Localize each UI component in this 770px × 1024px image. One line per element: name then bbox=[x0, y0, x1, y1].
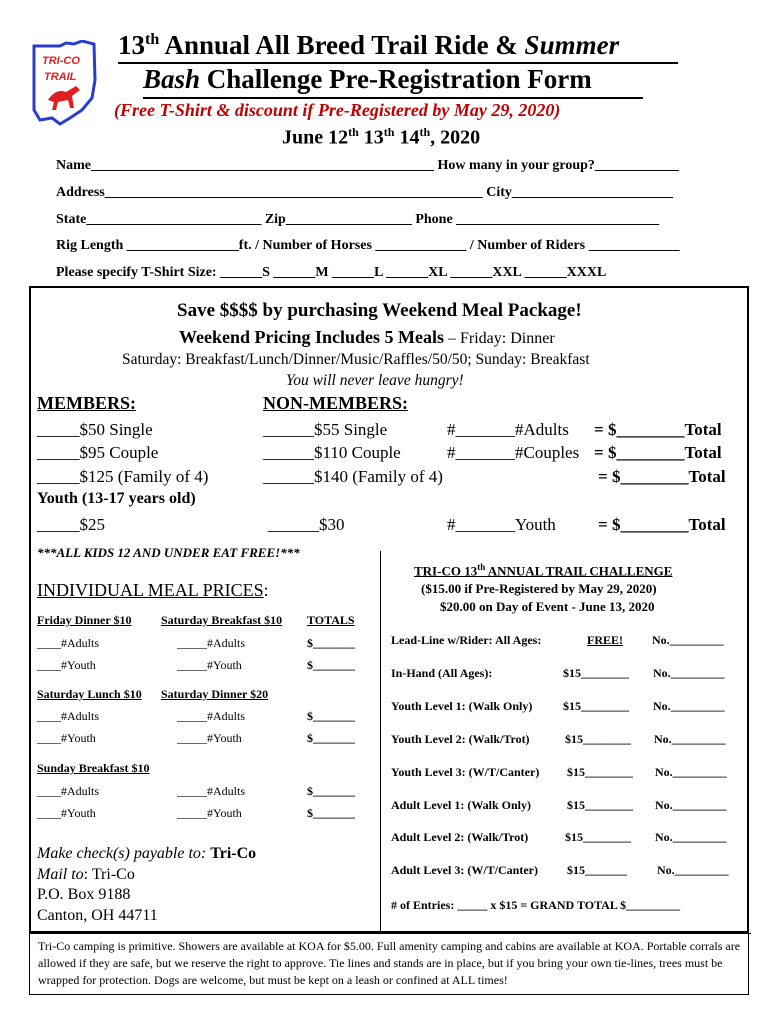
sunday-breakfast-label: Sunday Breakfast $10 bbox=[37, 761, 150, 775]
address-field[interactable]: Address______________________________________________________ City_______________________ bbox=[56, 185, 673, 200]
total-row-1[interactable]: = $________Total bbox=[594, 420, 722, 439]
nonmembers-heading: NON-MEMBERS: bbox=[263, 393, 408, 413]
grand-total[interactable]: # of Entries: _____ x $15 = GRAND TOTAL $_________ bbox=[391, 898, 681, 912]
total-sun-adults[interactable]: $_______ bbox=[307, 784, 355, 798]
totals-label: TOTALS bbox=[307, 613, 355, 627]
members-heading: MEMBERS: bbox=[37, 393, 136, 413]
member-youth[interactable]: _____$25 bbox=[37, 515, 105, 534]
total-sat-adults[interactable]: $_______ bbox=[307, 709, 355, 723]
mail-to: Mail to: Tri-Co bbox=[37, 866, 135, 883]
nonmember-single[interactable]: ______$55 Single bbox=[263, 420, 388, 439]
total-row-4[interactable]: = $________Total bbox=[598, 515, 726, 534]
friday-dinner-label: Friday Dinner $10 bbox=[37, 613, 132, 627]
rig-length-field[interactable]: Rig Length ________________ft. / Number of Horses _____________ / Number of Riders _____________ bbox=[56, 238, 680, 253]
logo-line1: TRI-CO bbox=[42, 55, 80, 67]
challenge-class-price[interactable]: $15_______ bbox=[567, 863, 627, 877]
po-box: P.O. Box 9188 bbox=[37, 886, 131, 903]
total-fri-adults[interactable]: $_______ bbox=[307, 636, 355, 650]
member-family[interactable]: _____$125 (Family of 4) bbox=[37, 467, 209, 486]
satl-youth[interactable]: ____#Youth bbox=[37, 731, 96, 745]
challenge-class-number[interactable]: No._________ bbox=[655, 798, 727, 812]
member-couple[interactable]: _____$95 Couple bbox=[37, 443, 159, 462]
challenge-day-price: $20.00 on Day of Event - June 13, 2020 bbox=[440, 599, 655, 614]
meal-package-headline: Save $$$$ by purchasing Weekend Meal Package! bbox=[177, 300, 582, 321]
count-youth[interactable]: #_______Youth bbox=[447, 515, 556, 534]
fri-youth[interactable]: ____#Youth bbox=[37, 658, 96, 672]
challenge-class-number[interactable]: No._________ bbox=[654, 732, 726, 746]
total-sat-youth[interactable]: $_______ bbox=[307, 731, 355, 745]
saturday-breakfast-label: Saturday Breakfast $10 bbox=[161, 613, 283, 627]
sun-youth[interactable]: ____#Youth bbox=[37, 806, 96, 820]
nonmember-couple[interactable]: ______$110 Couple bbox=[263, 443, 401, 462]
challenge-class-number[interactable]: No._________ bbox=[652, 633, 724, 647]
challenge-class-label: Youth Level 1: (Walk Only) bbox=[391, 699, 533, 713]
satl-adults[interactable]: ____#Adults bbox=[37, 709, 100, 723]
individual-meal-heading: INDIVIDUAL MEAL PRICES: bbox=[37, 580, 269, 600]
subtitle: (Free T-Shirt & discount if Pre-Registered by May 29, 2020) bbox=[114, 100, 561, 120]
challenge-class-price[interactable]: $15________ bbox=[565, 830, 631, 844]
event-dates: June 12th 13th 14th, 2020 bbox=[282, 125, 481, 149]
tshirt-size-field[interactable]: Please specify T-Shirt Size: ______S ______M ______L ______XL ______XXL ______XXXL bbox=[56, 265, 607, 280]
challenge-class-price[interactable]: $15________ bbox=[565, 732, 631, 746]
kids-eat-free: ***ALL KIDS 12 AND UNDER EAT FREE!*** bbox=[37, 545, 300, 560]
satb-adults[interactable]: _____#Adults bbox=[177, 636, 246, 650]
challenge-pre-price: ($15.00 if Pre-Registered by May 29, 2020) bbox=[421, 581, 657, 596]
count-couples[interactable]: #_______#Couples bbox=[447, 443, 580, 462]
state-field[interactable]: State_________________________ Zip__________________ Phone _____________________________ bbox=[56, 212, 660, 227]
challenge-class-label: In-Hand (All Ages): bbox=[391, 666, 493, 680]
sun-youth-2[interactable]: _____#Youth bbox=[177, 806, 242, 820]
satb-youth[interactable]: _____#Youth bbox=[177, 658, 242, 672]
title-rule-1 bbox=[118, 62, 678, 64]
saturday-dinner-label: Saturday Dinner $20 bbox=[161, 687, 269, 701]
fri-adults[interactable]: ____#Adults bbox=[37, 636, 100, 650]
total-sun-youth[interactable]: $_______ bbox=[307, 806, 355, 820]
nonmember-youth[interactable]: ______$30 bbox=[268, 515, 345, 534]
challenge-title: TRI-CO 13th ANNUAL TRAIL CHALLENGE bbox=[414, 562, 673, 579]
tri-co-logo bbox=[30, 40, 100, 126]
challenge-class-label: Adult Level 1: (Walk Only) bbox=[391, 798, 532, 812]
weekend-pricing: Weekend Pricing Includes 5 Meals – Friday: Dinner bbox=[179, 327, 555, 347]
challenge-class-number[interactable]: No._________ bbox=[655, 765, 727, 779]
challenge-class-label: Adult Level 2: (Walk/Trot) bbox=[391, 830, 529, 844]
challenge-class-number[interactable]: No._________ bbox=[653, 699, 725, 713]
title-rule-2 bbox=[143, 97, 643, 99]
challenge-class-number[interactable]: No._________ bbox=[657, 863, 729, 877]
total-row-2[interactable]: = $________Total bbox=[594, 443, 722, 462]
challenge-class-price[interactable]: $15________ bbox=[563, 666, 629, 680]
title-line2: Bash Challenge Pre-Registration Form bbox=[143, 64, 592, 94]
never-hungry: You will never leave hungry! bbox=[286, 372, 464, 389]
challenge-class-price[interactable]: $15________ bbox=[567, 798, 633, 812]
challenge-class-label: Youth Level 2: (Walk/Trot) bbox=[391, 732, 530, 746]
total-row-3[interactable]: = $________Total bbox=[598, 467, 726, 486]
logo-line2: TRAIL bbox=[44, 71, 77, 83]
saturday-lunch-label: Saturday Lunch $10 bbox=[37, 687, 142, 701]
youth-heading: Youth (13-17 years old) bbox=[37, 490, 196, 507]
meal-schedule: Saturday: Breakfast/Lunch/Dinner/Music/Raffles/50/50; Sunday: Breakfast bbox=[122, 351, 590, 368]
mail-city: Canton, OH 44711 bbox=[37, 907, 158, 924]
challenge-class-label: Adult Level 3: (W/T/Canter) bbox=[391, 863, 538, 877]
challenge-class-label: Youth Level 3: (W/T/Canter) bbox=[391, 765, 540, 779]
title-line1: 13th Annual All Breed Trail Ride & Summer bbox=[118, 30, 620, 60]
challenge-class-price[interactable]: FREE! bbox=[587, 633, 623, 647]
member-single[interactable]: _____$50 Single bbox=[37, 420, 153, 439]
satd-youth[interactable]: _____#Youth bbox=[177, 731, 242, 745]
name-field[interactable]: Name_________________________________________________ How many in your group?____________ bbox=[56, 158, 679, 173]
total-fri-youth[interactable]: $_______ bbox=[307, 658, 355, 672]
sun-adults[interactable]: ____#Adults bbox=[37, 784, 100, 798]
challenge-class-price[interactable]: $15________ bbox=[563, 699, 629, 713]
sun-adults-2[interactable]: _____#Adults bbox=[177, 784, 246, 798]
challenge-class-price[interactable]: $15________ bbox=[567, 765, 633, 779]
footer-notes: Tri-Co camping is primitive. Showers are available at KOA for $5.00. Full amenity camping and cabins are available at KOA. Portable corrals are allowed if they are safe, but we reserve the right to approve. Tie lines and stands are in place, but if you bring your own tie-lines, trees must be wrapped for protection. Dogs are welcome, but must be kept on a leash or confined at ALL times! bbox=[38, 939, 741, 987]
nonmember-family[interactable]: ______$140 (Family of 4) bbox=[263, 467, 443, 486]
count-adults[interactable]: #_______#Adults bbox=[447, 420, 569, 439]
challenge-class-number[interactable]: No._________ bbox=[653, 666, 725, 680]
satd-adults[interactable]: _____#Adults bbox=[177, 709, 246, 723]
challenge-class-number[interactable]: No._________ bbox=[655, 830, 727, 844]
payable-to: Make check(s) payable to: Tri-Co bbox=[37, 845, 257, 862]
challenge-class-label: Lead-Line w/Rider: All Ages: bbox=[391, 633, 542, 647]
